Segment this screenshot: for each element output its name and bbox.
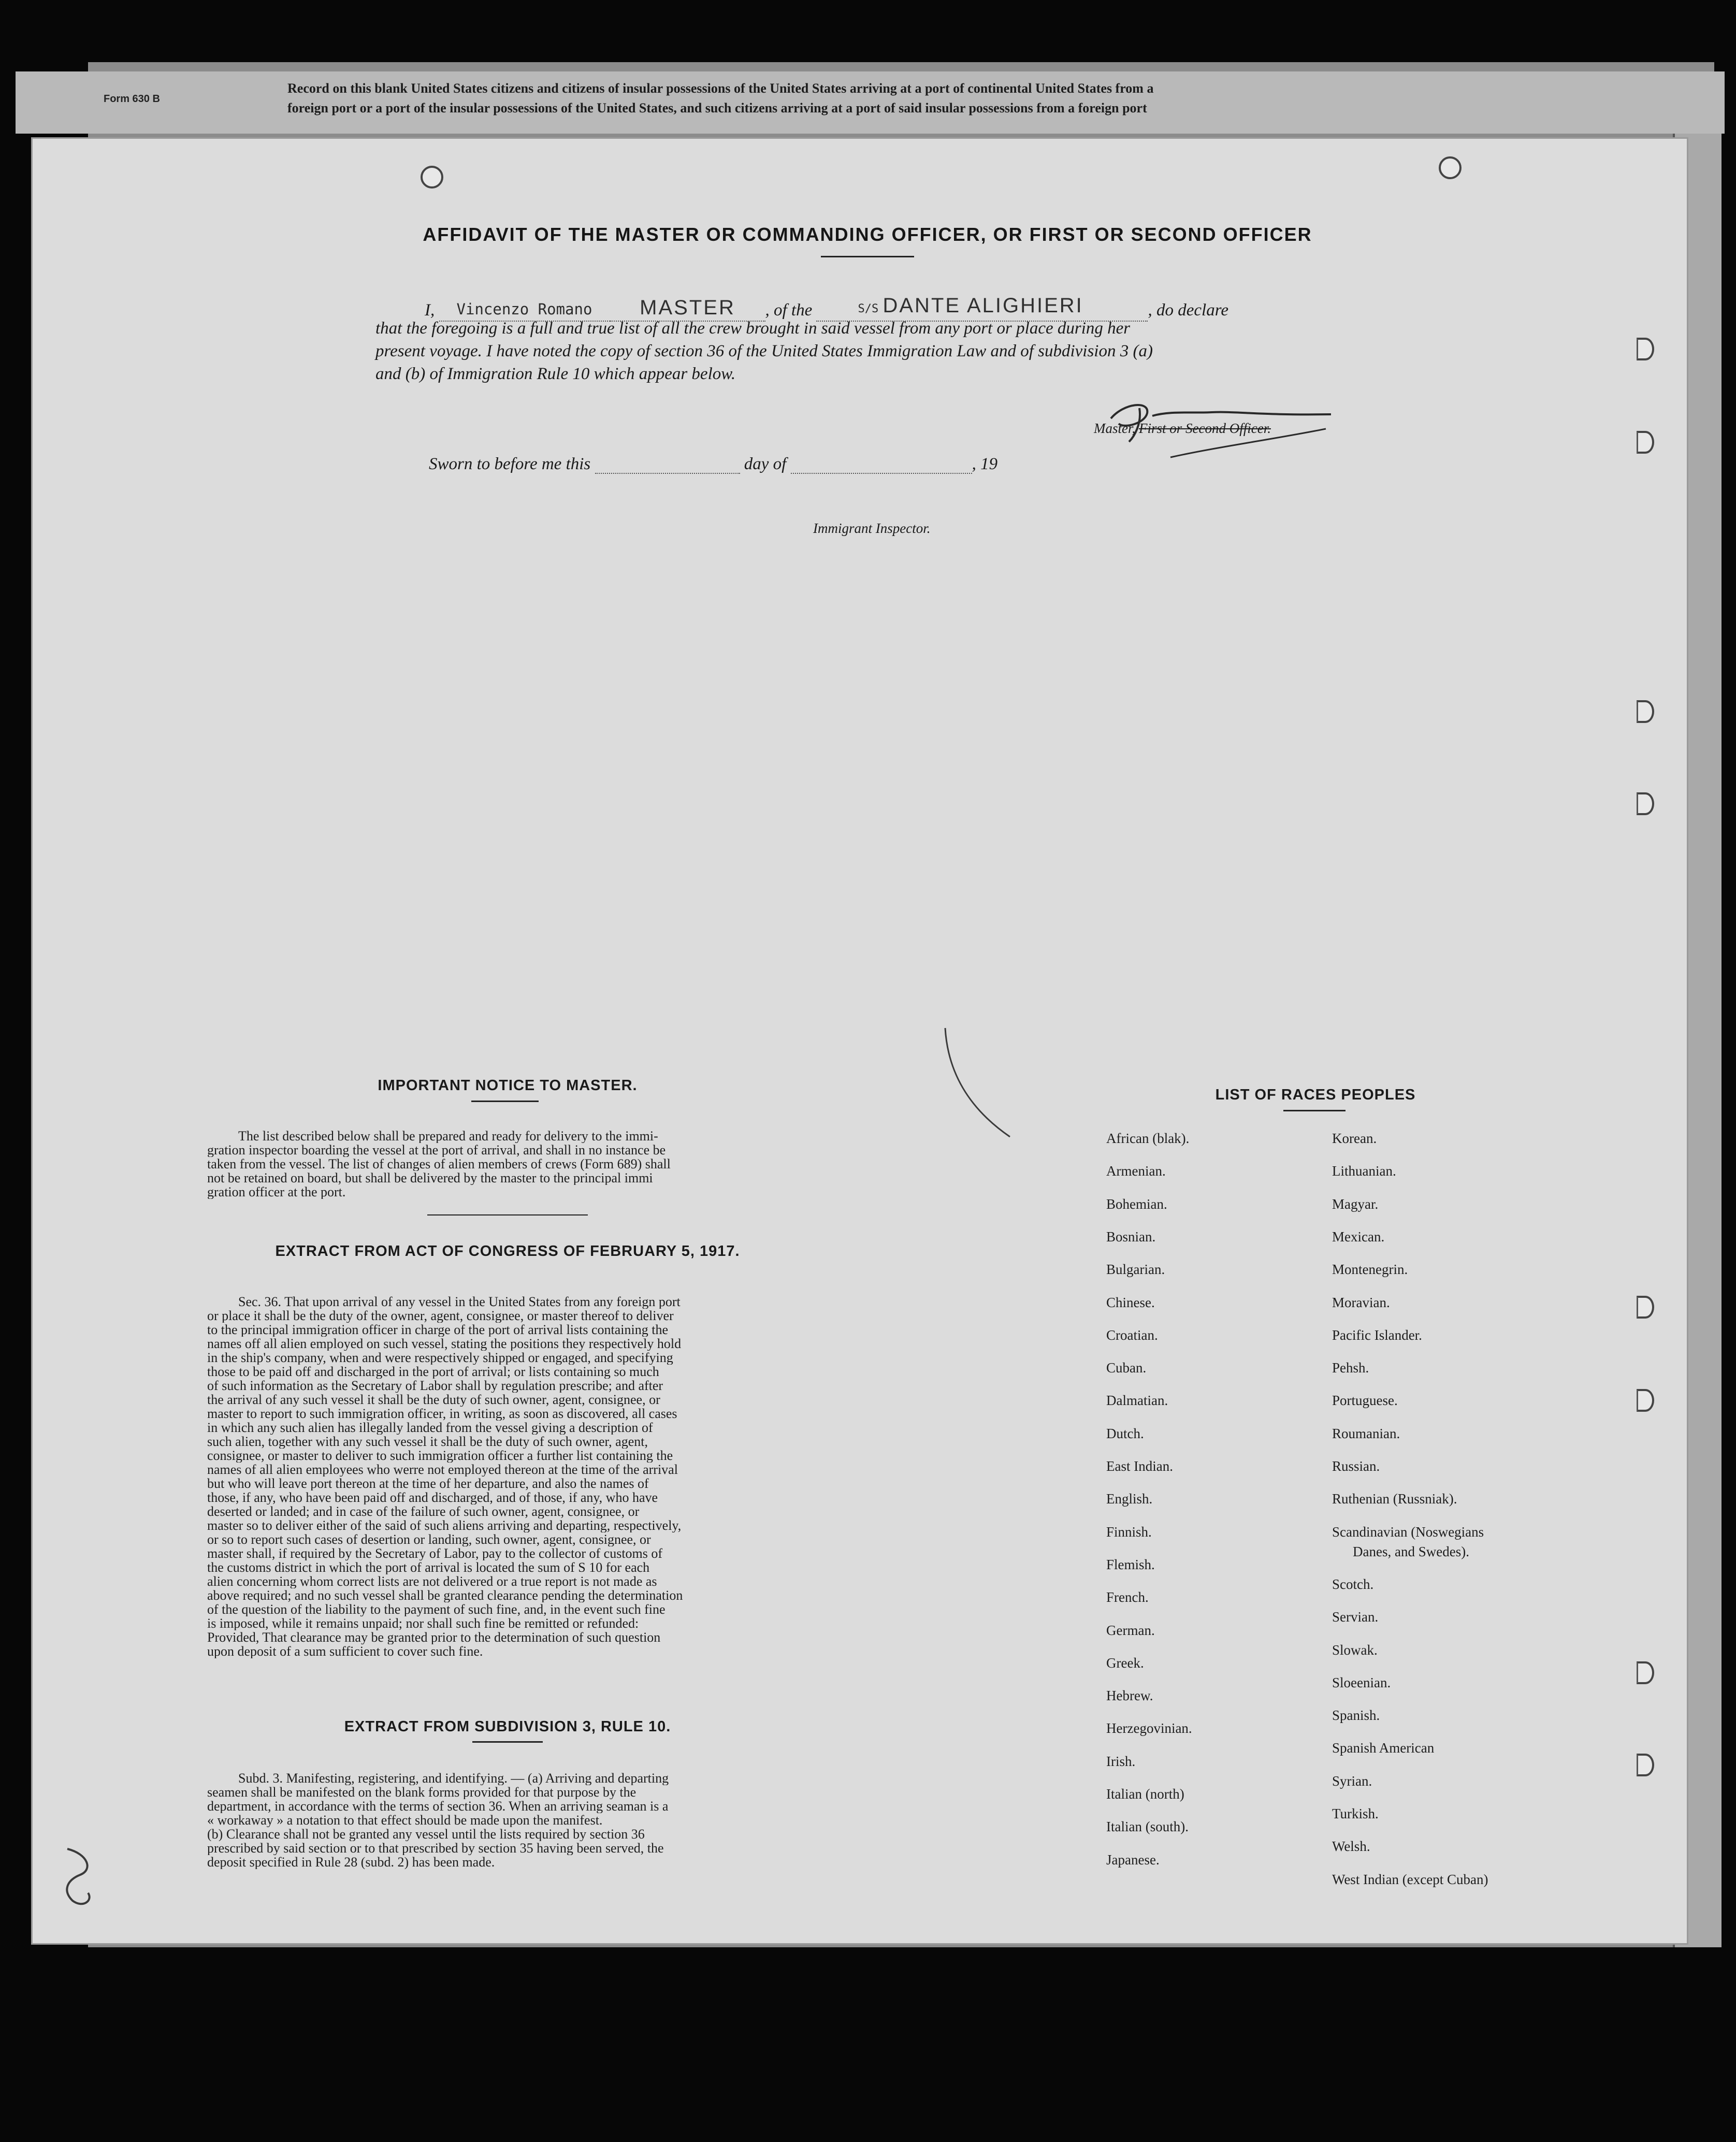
paragraph-line: Subd. 3. Manifesting, registering, and identifying. — (a) Arriving and departing <box>238 1771 669 1785</box>
punch-hole-icon <box>1637 792 1654 815</box>
paragraph-line: or place it shall be the duty of the owner, agent, consignee, or master thereof to deliver <box>207 1309 674 1323</box>
race-item: Danes, and Swedes). <box>1353 1543 1469 1559</box>
race-item: English. <box>1106 1491 1153 1507</box>
paragraph-line: the customs district in which the port of arrival is located the sum of S 10 for each <box>207 1560 650 1574</box>
race-item: Moravian. <box>1332 1294 1390 1310</box>
affidavit-line-4: and (b) of Immigration Rule 10 which appear below. <box>375 365 736 383</box>
race-item: Pacific Islander. <box>1332 1327 1422 1343</box>
act-heading: EXTRACT FROM ACT OF CONGRESS OF FEBRUARY 5, 1917. <box>275 1243 740 1260</box>
signature-label: Master, First or Second Officer. <box>1094 421 1271 436</box>
race-item: Scandinavian (Noswegians <box>1332 1524 1484 1540</box>
race-item: Dutch. <box>1106 1425 1144 1441</box>
sworn-day-field[interactable] <box>595 473 740 474</box>
race-item: Hebrew. <box>1106 1688 1153 1704</box>
race-item: Armenian. <box>1106 1163 1166 1179</box>
paragraph-line: names of all alien employees who werre not employed thereon at the time of the arrival <box>207 1463 678 1477</box>
paragraph-line: but who will leave port thereon at the time of her departure, and also the names of <box>207 1477 649 1490</box>
title-underline <box>821 256 914 257</box>
sworn-month-field[interactable] <box>791 473 972 474</box>
race-item: Irish. <box>1106 1753 1136 1769</box>
race-item: French. <box>1106 1589 1149 1605</box>
paragraph-line: upon deposit of a sum sufficient to cover such fine. <box>207 1644 483 1658</box>
paragraph-line: above required; and no such vessel shall be granted clearance pending the determination <box>207 1588 683 1602</box>
notice-heading: IMPORTANT NOTICE TO MASTER. <box>378 1077 638 1094</box>
paragraph-line: in which any such alien has illegally landed from the vessel giving a description of <box>207 1421 653 1435</box>
inspector-label: Immigrant Inspector. <box>813 520 931 536</box>
punch-hole-icon <box>1637 1296 1654 1319</box>
race-item: Pehsh. <box>1332 1360 1369 1376</box>
race-item: East Indian. <box>1106 1458 1173 1474</box>
races-heading: LIST OF RACES PEOPLES <box>1215 1087 1416 1103</box>
paragraph-line: those to be paid off and discharged in the port of arrival; or lists containing so much <box>207 1365 659 1379</box>
race-item: Welsh. <box>1332 1839 1370 1855</box>
paragraph-line: department, in accordance with the terms of section 36. When an arriving seaman is a <box>207 1799 669 1813</box>
race-item: Italian (south). <box>1106 1819 1189 1835</box>
punch-hole-icon <box>1637 338 1654 360</box>
paragraph-line: The list described below shall be prepared and ready for delivery to the immi- <box>238 1129 658 1143</box>
paragraph-line: alien concerning whom correct lists are not delivered or a true report is not made as <box>207 1574 657 1588</box>
paragraph-line: master so to deliver either of the said of such aliens arriving and departing, respectively, <box>207 1518 682 1532</box>
race-item: Turkish. <box>1332 1806 1379 1821</box>
punch-hole-icon <box>421 166 443 189</box>
form-sheet <box>31 137 1688 1945</box>
punch-hole-icon <box>1637 1754 1654 1776</box>
race-item: Russian. <box>1332 1458 1380 1474</box>
paragraph-line: or so to report such cases of desertion or landing, such owner, agent, consignee, or <box>207 1532 651 1546</box>
race-item: Lithuanian. <box>1332 1163 1396 1179</box>
paragraph-line: names off all alien employed on such vessel, stating the positions they respectively hold <box>207 1337 682 1351</box>
paragraph-line: gration officer at the port. <box>207 1185 346 1199</box>
sworn-line: Sworn to before me this day of , 19 <box>429 455 998 473</box>
paragraph-line: not be retained on board, but shall be delivered by the master to the principal immi <box>207 1171 653 1185</box>
race-item: Spanish. <box>1332 1707 1380 1724</box>
paragraph-line: consignee, or master to deliver to such immigration officer a further list containing the <box>207 1449 673 1463</box>
paragraph-line: the arrival of any such vessel it shall be the duty of such owner, agent, consignee, or <box>207 1393 660 1407</box>
notice-underline <box>471 1101 539 1102</box>
race-item: Finnish. <box>1106 1524 1152 1540</box>
affidavit-title: AFFIDAVIT OF THE MASTER OR COMMANDING OFFICER, OR FIRST OR SECOND OFFICER <box>423 224 1312 245</box>
race-item: Flemish. <box>1106 1556 1155 1572</box>
race-item: Cuban. <box>1106 1360 1147 1376</box>
race-item: Bulgarian. <box>1106 1262 1165 1278</box>
race-item: Syrian. <box>1332 1773 1372 1789</box>
race-item: Scotch. <box>1332 1576 1374 1592</box>
rank-field[interactable]: MASTER <box>610 296 765 322</box>
race-item: West Indian (except Cuban) <box>1332 1871 1488 1887</box>
affidavit-line-1: I, Vincenzo Romano MASTER , of the S/S DANTE ALIGHIERI , do declare <box>425 294 1228 322</box>
punch-hole-icon <box>1637 700 1654 723</box>
paragraph-line: to the principal immigration officer in charge of the port of arrival lists containing the <box>207 1323 669 1337</box>
paragraph-line: taken from the vessel. The list of changes of alien members of crews (Form 689) shall <box>207 1157 671 1171</box>
races-underline <box>1283 1110 1346 1111</box>
race-item: Ruthenian (Russniak). <box>1332 1491 1457 1507</box>
notice-text <box>207 1129 808 1199</box>
race-item: Bohemian. <box>1106 1196 1167 1212</box>
paragraph-line: Provided, That clearance may be granted prior to the determination of such question <box>207 1630 661 1644</box>
pen-stroke-mark <box>943 1025 1015 1139</box>
race-item: Japanese. <box>1106 1851 1160 1868</box>
paragraph-line: Sec. 36. That upon arrival of any vessel in the United States from any foreign port <box>238 1295 681 1309</box>
race-item: Sloeenian. <box>1332 1674 1391 1690</box>
act-text <box>207 1295 808 1658</box>
top-strip-line-2: foreign port or a port of the insular possessions of the United States, and such citizens arriving at a port of said insular possessions from a foreign port <box>287 100 1147 115</box>
race-item: Mexican. <box>1332 1228 1385 1244</box>
race-item: Magyar. <box>1332 1196 1379 1212</box>
rule-heading: EXTRACT FROM SUBDIVISION 3, RULE 10. <box>344 1718 671 1735</box>
paragraph-line: gration inspector boarding the vessel at the port of arrival, and shall in no instance be <box>207 1143 666 1157</box>
race-item: Portuguese. <box>1332 1393 1398 1409</box>
affidavit-line-2: that the foregoing is a full and true list of all the crew brought in said vessel from any port or place during her <box>375 319 1131 338</box>
paragraph-line: master shall, if required by the Secretary of Labor, pay to the collector of customs of <box>207 1546 663 1560</box>
race-item: Italian (north) <box>1106 1786 1184 1802</box>
race-item: Servian. <box>1332 1609 1379 1625</box>
paragraph-line: of such information as the Secretary of Labor shall by regulation prescribe; and after <box>207 1379 663 1393</box>
race-item: Bosnian. <box>1106 1228 1156 1244</box>
notice-divider <box>427 1214 588 1215</box>
race-item: Croatian. <box>1106 1327 1158 1343</box>
form-number: Form 630 B <box>104 93 160 105</box>
rule-underline <box>472 1741 543 1743</box>
race-item: Montenegrin. <box>1332 1262 1408 1278</box>
race-item: Spanish American <box>1332 1740 1435 1756</box>
punch-hole-icon <box>1637 1389 1654 1412</box>
race-item: Korean. <box>1332 1131 1377 1146</box>
race-item: Herzegovinian. <box>1106 1720 1192 1736</box>
paragraph-line: of the question of the liability to the payment of such fine, and, in the event such fine <box>207 1602 666 1616</box>
race-item: Dalmatian. <box>1106 1393 1168 1409</box>
punch-hole-icon <box>1637 1661 1654 1684</box>
rule-text <box>207 1771 808 1869</box>
top-strip-line-1: Record on this blank United States citizens and citizens of insular possessions of the United States arriving at a port of continental United States from a <box>287 81 1154 96</box>
paragraph-line: in the ship's company, when and were respectively shipped or engaged, and specifying <box>207 1351 673 1365</box>
master-name-field[interactable]: Vincenzo Romano <box>439 298 610 322</box>
paragraph-line: such alien, together with any such vessel it shall be the duty of such owner, agent, <box>207 1435 648 1449</box>
paragraph-line: (b) Clearance shall not be granted any vessel until the lists required by section 36 <box>207 1827 645 1841</box>
race-item: Slowak. <box>1332 1642 1378 1658</box>
paragraph-line: is imposed, while it remains unpaid; nor shall such fine be remitted or refunded: <box>207 1616 639 1630</box>
race-item: Roumanian. <box>1332 1425 1400 1441</box>
top-strip-text <box>287 79 1458 118</box>
paragraph-line: those, if any, who have been paid off and discharged, and of those, if any, who have <box>207 1490 658 1504</box>
race-item: Greek. <box>1106 1655 1144 1671</box>
paragraph-line: prescribed by said section or to that prescribed by section 35 having been served, the <box>207 1841 664 1855</box>
vessel-name-field[interactable]: S/S DANTE ALIGHIERI <box>816 294 1148 322</box>
race-item: African (blak). <box>1106 1131 1190 1146</box>
race-item: Chinese. <box>1106 1294 1155 1310</box>
punch-hole-icon <box>1637 431 1654 454</box>
affidavit-line-3: present voyage. I have noted the copy of section 36 of the United States Immigration Law and of subdivision 3 (a) <box>375 342 1153 360</box>
paragraph-line: master to report to such immigration officer, in writing, as soon as discovered, all cases <box>207 1407 677 1421</box>
paragraph-line: deposit specified in Rule 28 (subd. 2) has been made. <box>207 1855 495 1869</box>
paragraph-line: deserted or landed; and in case of the failure of such owner, agent, consignee, or <box>207 1504 640 1518</box>
pen-number-mark <box>31 1833 104 1916</box>
paragraph-line: « workaway » a notation to that effect should be made upon the manifest. <box>207 1813 603 1827</box>
race-item: German. <box>1106 1622 1155 1638</box>
paragraph-line: seamen shall be manifested on the blank forms provided for that purpose by the <box>207 1785 636 1799</box>
punch-hole-icon <box>1439 156 1462 179</box>
